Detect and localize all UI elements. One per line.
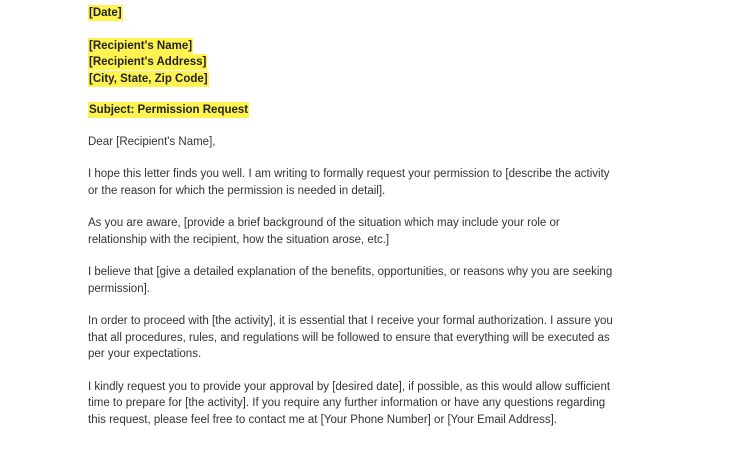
subject-line: Subject: Permission Request bbox=[89, 104, 249, 116]
paragraph-line: this request, please feel free to contact me at [Your Phone Number] or [Your Email Address]. bbox=[88, 413, 557, 426]
subject-block bbox=[88, 102, 668, 119]
paragraph-line: that all procedures, rules, and regulations will be followed to ensure that everything will be executed as bbox=[88, 331, 610, 344]
paragraph-1 bbox=[88, 166, 668, 199]
paragraph-line: I hope this letter finds you well. I am writing to formally request your permission to [describe the activity bbox=[88, 168, 610, 180]
paragraph-line: I kindly request you to provide your approval by [desired date], if possible, as this would allow sufficient bbox=[88, 380, 611, 393]
paragraph-line: permission]. bbox=[88, 282, 150, 295]
date-placeholder: [Date] bbox=[89, 7, 122, 19]
paragraph-line: relationship with the recipient, how the situation arose, etc.] bbox=[88, 233, 390, 246]
paragraph-line: or the reason for which the permission is needed in detail]. bbox=[88, 184, 386, 197]
salutation bbox=[88, 134, 668, 151]
paragraph-line: time to prepare for [the activity]. If you require any further information or have any questions regarding bbox=[88, 397, 606, 409]
letter-body bbox=[88, 0, 668, 428]
date-block bbox=[88, 5, 668, 22]
paragraph-3 bbox=[88, 264, 668, 297]
paragraph-line: As you are aware, [provide a brief background of the situation which may include your role or bbox=[88, 217, 560, 229]
recipient-name-placeholder: [Recipient's Name] bbox=[89, 39, 193, 52]
paragraph-line: I believe that [give a detailed explanation of the benefits, opportunities, or reasons why you are seeking bbox=[88, 266, 613, 278]
paragraph-4 bbox=[88, 313, 668, 363]
paragraph-5 bbox=[88, 379, 668, 429]
paragraph-line: per your expectations. bbox=[88, 348, 202, 360]
paragraph-line: In order to proceed with [the activity], it is essential that I receive your formal authorization. I assure you bbox=[88, 315, 613, 327]
salutation-text: Dear [Recipient's Name], bbox=[88, 135, 216, 148]
city-state-zip-placeholder: [City, State, Zip Code] bbox=[89, 72, 208, 85]
paragraph-2 bbox=[88, 215, 668, 248]
recipient-block bbox=[88, 38, 668, 88]
bottom-fade bbox=[0, 430, 750, 450]
recipient-address-placeholder: [Recipient's Address] bbox=[89, 56, 207, 68]
